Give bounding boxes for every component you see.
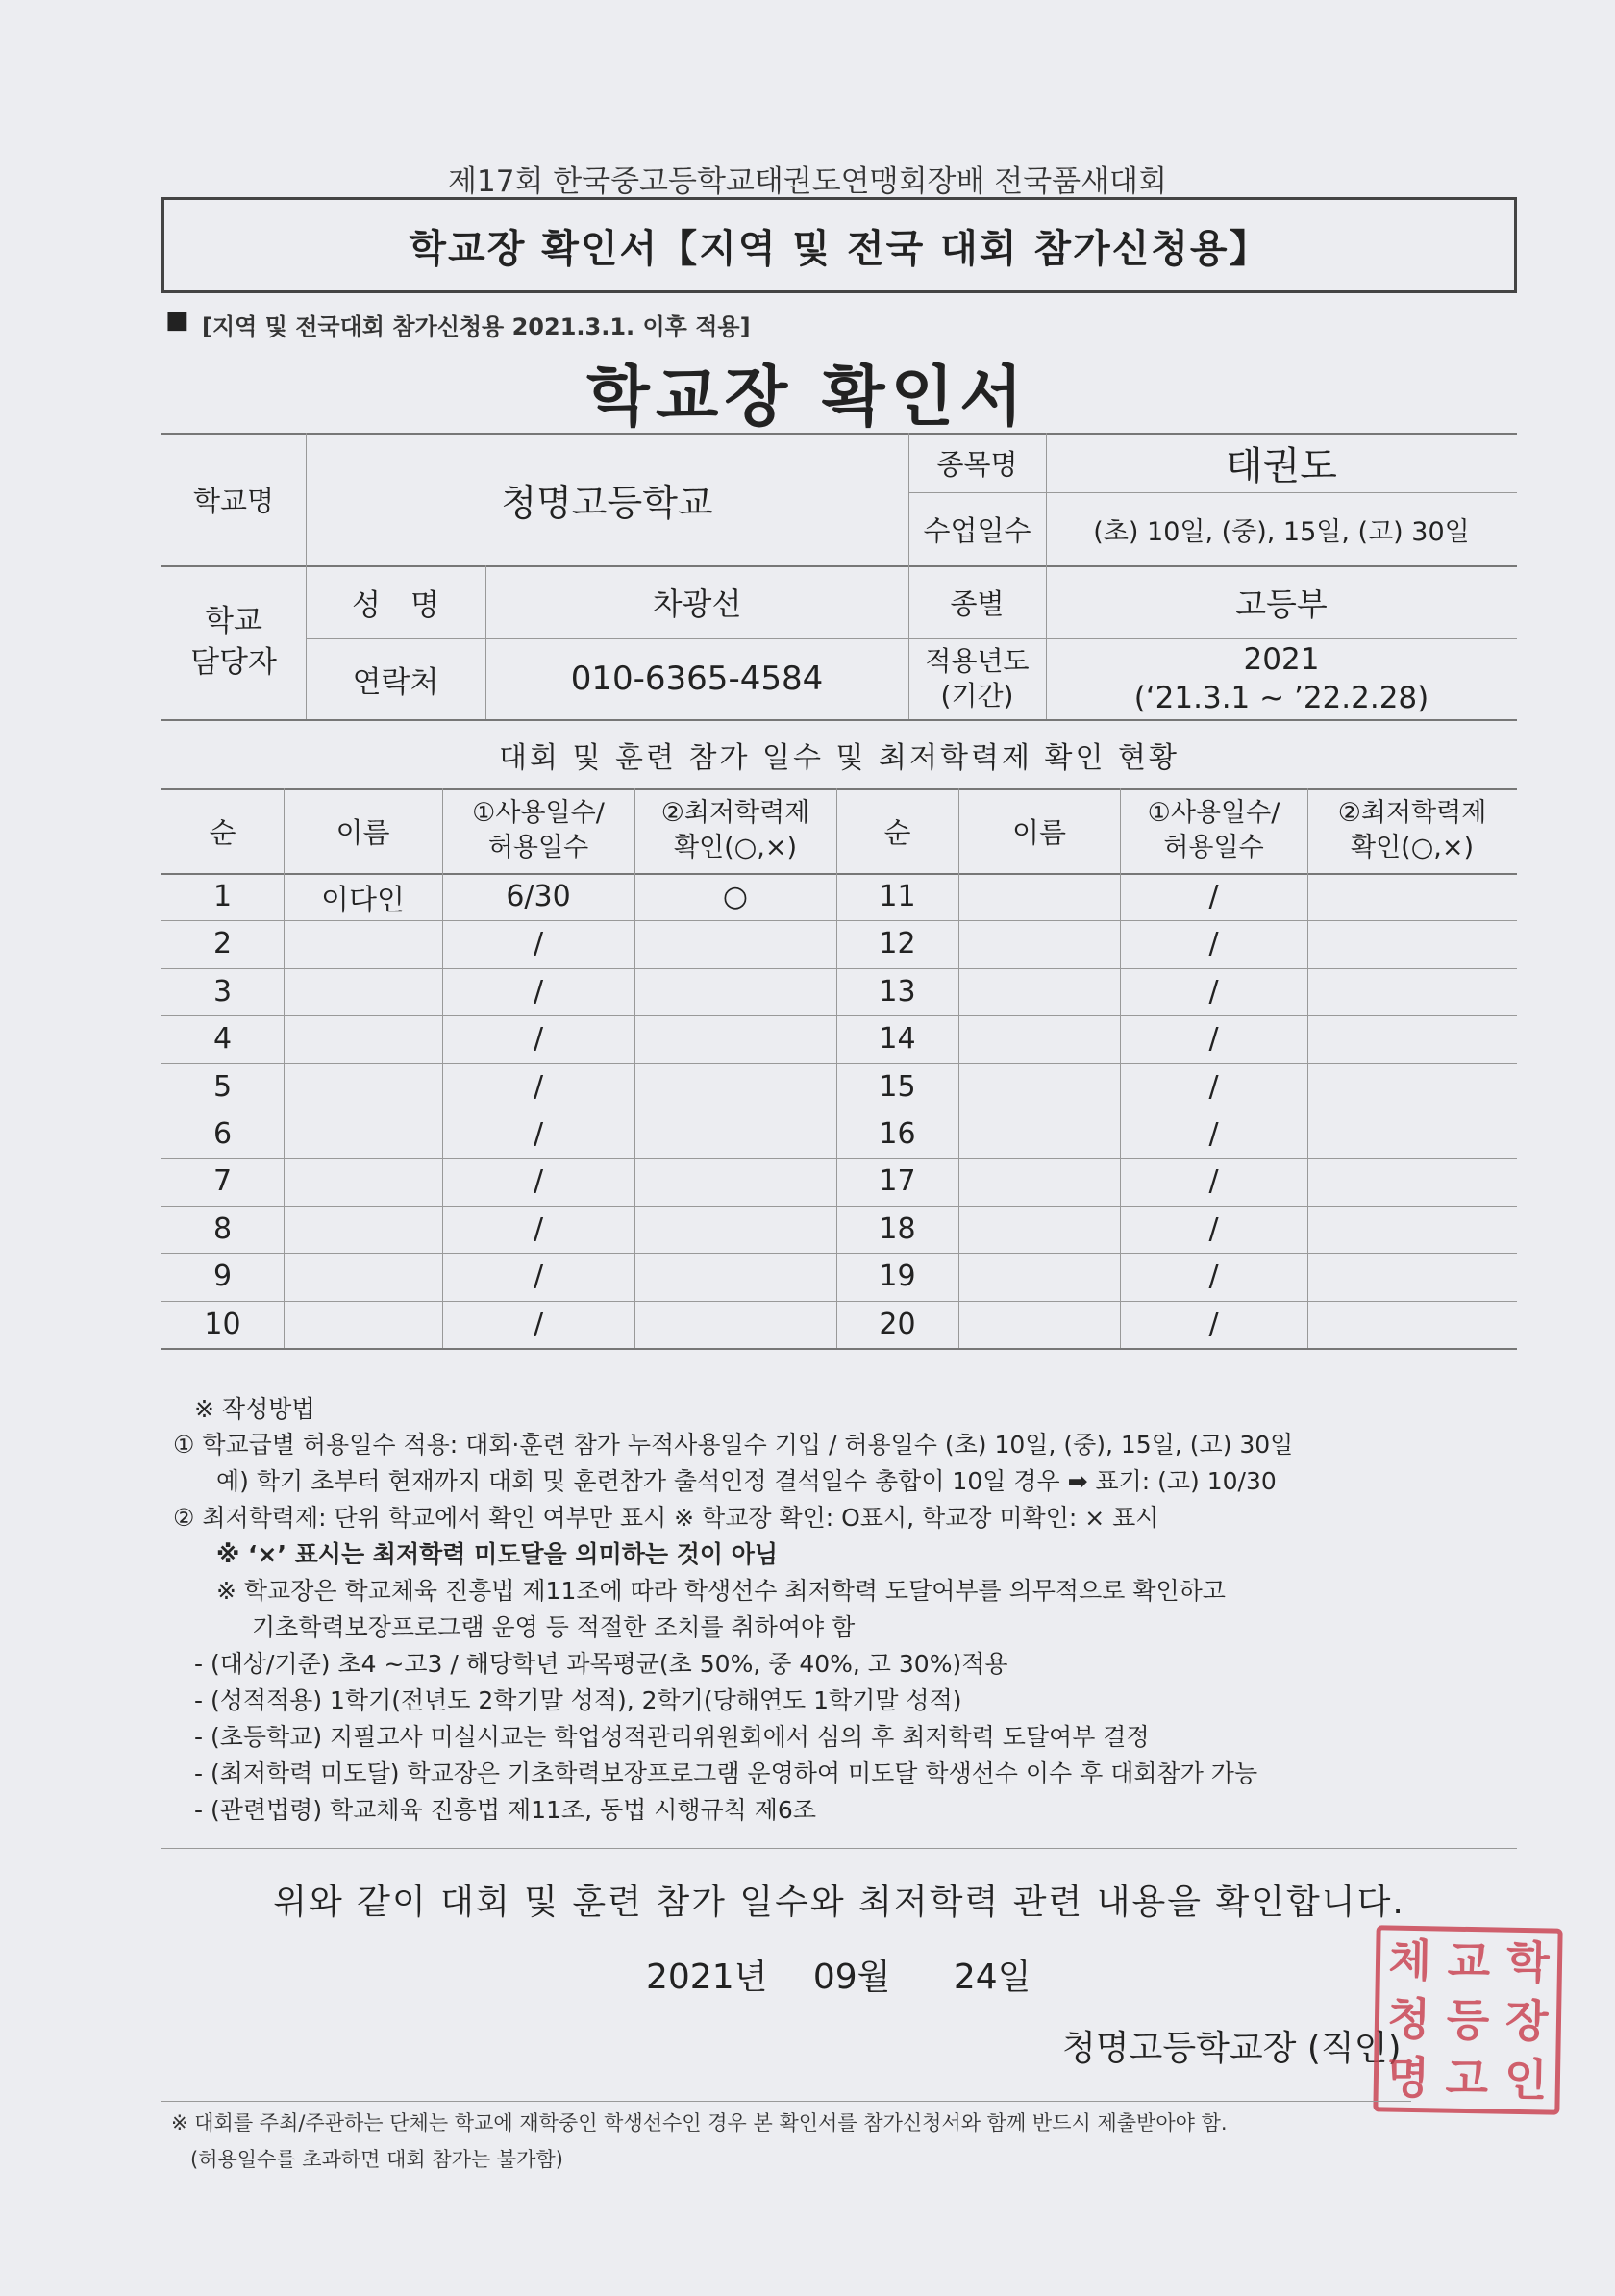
header-note: [지역 및 전국대회 참가신청용 2021.3.1. 이후 적용] — [202, 313, 751, 340]
table-bottom-border — [162, 1348, 1517, 1350]
row-days: / — [1208, 1308, 1219, 1341]
row-number: 4 — [212, 1022, 233, 1056]
row-number: 19 — [879, 1260, 916, 1293]
row-number: 7 — [212, 1164, 233, 1198]
row-name — [958, 1158, 1120, 1205]
year-value-line2: (‘21.3.1 ~ ’22.2.28) — [1133, 681, 1429, 715]
row-number: 13 — [879, 975, 916, 1009]
row-check — [1307, 1253, 1517, 1300]
header-check-line: ②최저학력제 — [1337, 797, 1487, 828]
contact-value: 010-6365-4584 — [570, 660, 824, 698]
seal-glyph: 청 — [1386, 1992, 1431, 2046]
row-check — [1307, 873, 1517, 920]
box-title: 학교장 확인서【지역 및 전국 대회 참가신청용】 — [409, 226, 1270, 271]
row-name — [958, 1111, 1120, 1158]
row-number: 16 — [879, 1117, 916, 1151]
info-bottom-border — [162, 719, 1517, 721]
row-days: / — [1208, 1212, 1219, 1246]
principal-signature: 청명고등학교장 (직인) — [1062, 2029, 1402, 2068]
row-check — [1307, 1015, 1517, 1062]
instruction-line: - (성적적용) 1학기(전년도 2학기말 성적), 2학기(당해연도 1학기말 성적) — [194, 1686, 962, 1714]
row-check — [1307, 1158, 1517, 1205]
header-check-line: 확인(○,×) — [1351, 833, 1474, 862]
name-value: 차광선 — [652, 586, 742, 622]
header-no: 순 — [883, 815, 911, 849]
row-days: / — [1208, 1260, 1219, 1293]
row-check — [1307, 920, 1517, 967]
row-number: 3 — [212, 975, 233, 1009]
row-check — [1307, 1111, 1517, 1158]
year-label — [908, 638, 1046, 719]
row-days: / — [533, 975, 544, 1009]
table-title: 대회 및 훈련 참가 일수 및 최저학력제 확인 현황 — [499, 741, 1180, 775]
row-name — [958, 968, 1120, 1015]
seal-glyph: 명 — [1385, 2051, 1430, 2105]
header-check — [1307, 788, 1517, 873]
row-number: 8 — [212, 1212, 233, 1246]
row-name — [284, 920, 442, 967]
row-days: / — [1208, 1164, 1219, 1198]
header-days-line: 허용일수 — [1163, 833, 1264, 862]
confirmation-date — [646, 1950, 1031, 1999]
header-days — [442, 788, 634, 873]
row-number: 17 — [879, 1164, 916, 1198]
row-days: / — [1208, 975, 1219, 1009]
row-check — [634, 1063, 836, 1111]
seal-glyph: 체 — [1388, 1934, 1432, 1986]
row-number: 9 — [212, 1260, 233, 1293]
row-number: 11 — [879, 880, 916, 913]
manager-label — [162, 565, 306, 719]
instruction-line: 예) 학기 초부터 현재까지 대회 및 훈련참가 출석인정 결석일수 총합이 10일 경우 ➡ 표기: (고) 10/30 — [216, 1467, 1277, 1495]
header-check-line: ②최저학력제 — [660, 797, 810, 828]
header-days-line: ①사용일수/ — [1147, 797, 1280, 828]
row-check — [634, 1253, 836, 1300]
row-check — [1307, 1206, 1517, 1253]
year-value — [1046, 638, 1517, 719]
seal-glyph: 등 — [1446, 1993, 1490, 2047]
header-check — [634, 788, 836, 873]
row-check — [634, 1015, 836, 1062]
date-year: 2021년 — [646, 1958, 768, 1997]
row-number: 12 — [879, 927, 916, 961]
row-name — [958, 1301, 1120, 1348]
row-number: 15 — [879, 1070, 916, 1104]
seal-glyph: 교 — [1447, 1934, 1491, 1988]
row-name: 이다인 — [321, 883, 405, 917]
instruction-line: - (초등학교) 지필고사 미실시교는 학업성적관리위원회에서 심의 후 최저학력 도달여부 결정 — [194, 1723, 1150, 1751]
row-days: / — [533, 1212, 544, 1246]
instruction-line: - (관련법령) 학교체육 진흥법 제11조, 동법 시행규칙 제6조 — [194, 1796, 816, 1824]
row-days: / — [1208, 1022, 1219, 1056]
row-days: / — [533, 1164, 544, 1198]
row-days: / — [1208, 1070, 1219, 1104]
row-days: / — [1208, 1117, 1219, 1151]
row-number: 6 — [212, 1117, 233, 1151]
contact-label: 연락처 — [352, 664, 439, 700]
date-month: 09월 — [812, 1958, 891, 1997]
seal-glyph: 장 — [1504, 1994, 1549, 2048]
instruction-line: ② 최저학력제: 단위 학교에서 확인 여부만 표시 ※ 학교장 확인: O표시, 학교장 미확인: × 표시 — [173, 1504, 1159, 1532]
header-days-line: ①사용일수/ — [472, 797, 605, 828]
instructions-heading: ※ 작성방법 — [194, 1395, 315, 1423]
row-days: / — [533, 1070, 544, 1104]
row-check — [634, 1301, 836, 1348]
days-value: (초) 10일, (중), 15일, (고) 30일 — [1093, 516, 1470, 547]
row-check — [1307, 1063, 1517, 1111]
header-days-line: 허용일수 — [487, 833, 589, 862]
row-days: / — [533, 1308, 544, 1341]
row-number: 10 — [204, 1308, 241, 1341]
manager-label-line1: 학교 — [205, 603, 262, 638]
row-days: / — [1208, 927, 1219, 961]
division-value: 고등부 — [1235, 585, 1328, 623]
header-days — [1120, 788, 1307, 873]
name-label: 성 명 — [352, 587, 439, 623]
row-number: 2 — [212, 927, 233, 961]
row-name — [958, 1206, 1120, 1253]
instruction-line: ※ 학교장은 학교체육 진흥법 제11조에 따라 학생선수 최저학력 도달여부를 의무적으로 확인하고 — [216, 1577, 1226, 1605]
school-value: 청명고등학교 — [501, 481, 713, 524]
seal-glyph: 인 — [1503, 2053, 1548, 2107]
section-divider — [162, 1848, 1517, 1849]
year-value-line1: 2021 — [1243, 641, 1320, 677]
row-number: 18 — [879, 1212, 916, 1246]
year-label-line2: (기간) — [940, 680, 1014, 711]
row-number: 1 — [212, 880, 233, 913]
row-name — [284, 1301, 442, 1348]
header-name: 이름 — [1011, 815, 1067, 849]
seal-glyph: 학 — [1505, 1935, 1551, 1989]
instruction-line: ※ ‘×’ 표시는 최저학력 미도달을 의미하는 것이 아님 — [216, 1540, 779, 1568]
footer-divider — [162, 2101, 1411, 2102]
header-no: 순 — [209, 815, 236, 849]
row-number: 14 — [879, 1022, 916, 1056]
row-name — [284, 1111, 442, 1158]
main-title: 학교장 확인서 — [586, 360, 1029, 436]
division-label: 종별 — [950, 586, 1005, 620]
row-name — [958, 920, 1120, 967]
row-check — [634, 920, 836, 967]
row-name — [958, 1063, 1120, 1111]
footer-note-sub: (허용일수를 초과하면 대회 참가는 불가함) — [190, 2148, 563, 2171]
school-label: 학교명 — [192, 484, 275, 517]
row-check: ○ — [722, 880, 749, 913]
row-number: 20 — [879, 1308, 916, 1341]
days-label: 수업일수 — [923, 513, 1031, 547]
row-check — [634, 1158, 836, 1205]
row-name — [958, 1253, 1120, 1300]
row-name — [284, 1253, 442, 1300]
row-name — [284, 1063, 442, 1111]
row-number: 5 — [212, 1070, 233, 1104]
row-days: 6/30 — [506, 880, 571, 913]
row-check — [634, 1206, 836, 1253]
row-days: / — [533, 1260, 544, 1293]
row-days: / — [1208, 880, 1219, 913]
manager-label-line2: 담당자 — [190, 645, 277, 680]
confirmation-statement: 위와 같이 대회 및 훈련 참가 일수와 최저학력 관련 내용을 확인합니다. — [273, 1882, 1405, 1922]
header-name: 이름 — [335, 815, 390, 849]
row-name — [958, 1015, 1120, 1062]
instruction-line: 기초학력보장프로그램 운영 등 적절한 조치를 취하여야 함 — [252, 1613, 856, 1641]
row-name — [958, 873, 1120, 920]
date-day: 24일 — [953, 1958, 1031, 1997]
row-days: / — [533, 1022, 544, 1056]
row-check — [1307, 968, 1517, 1015]
row-days: / — [533, 927, 544, 961]
note-bullet: ■ — [165, 306, 189, 335]
year-label-line1: 적용년도 — [925, 644, 1030, 677]
instruction-line: - (최저학력 미도달) 학교장은 기초학력보장프로그램 운영하여 미도달 학생선수 이수 후 대회참가 가능 — [194, 1759, 1258, 1787]
row-check — [634, 968, 836, 1015]
sport-label: 종목명 — [936, 447, 1018, 481]
sport-value: 태권도 — [1226, 443, 1337, 488]
row-check — [634, 1111, 836, 1158]
instruction-line: - (대상/기준) 초4 ~고3 / 해당학년 과목평균(초 50%, 중 40%, 고 30%)적용 — [194, 1650, 1008, 1678]
footer-note: ※ 대회를 주최/주관하는 단체는 학교에 재학중인 학생선수인 경우 본 확인서를 참가신청서와 함께 반드시 제출받아야 함. — [171, 2111, 1228, 2134]
row-days: / — [533, 1117, 544, 1151]
seal-glyph: 고 — [1445, 2052, 1489, 2106]
instruction-line: ① 학교급별 허용일수 적용: 대회·훈련 참가 누적사용일수 기입 / 허용일수 (초) 10일, (중), 15일, (고) 30일 — [173, 1431, 1294, 1459]
row-name — [284, 968, 442, 1015]
row-name — [284, 1158, 442, 1205]
row-name — [284, 1206, 442, 1253]
event-title: 제17회 한국중고등학교태권도연맹회장배 전국품새대회 — [448, 163, 1167, 199]
row-check — [1307, 1301, 1517, 1348]
official-seal-stamp — [1373, 1925, 1562, 2114]
row-name — [284, 1015, 442, 1062]
header-check-line: 확인(○,×) — [674, 833, 797, 862]
